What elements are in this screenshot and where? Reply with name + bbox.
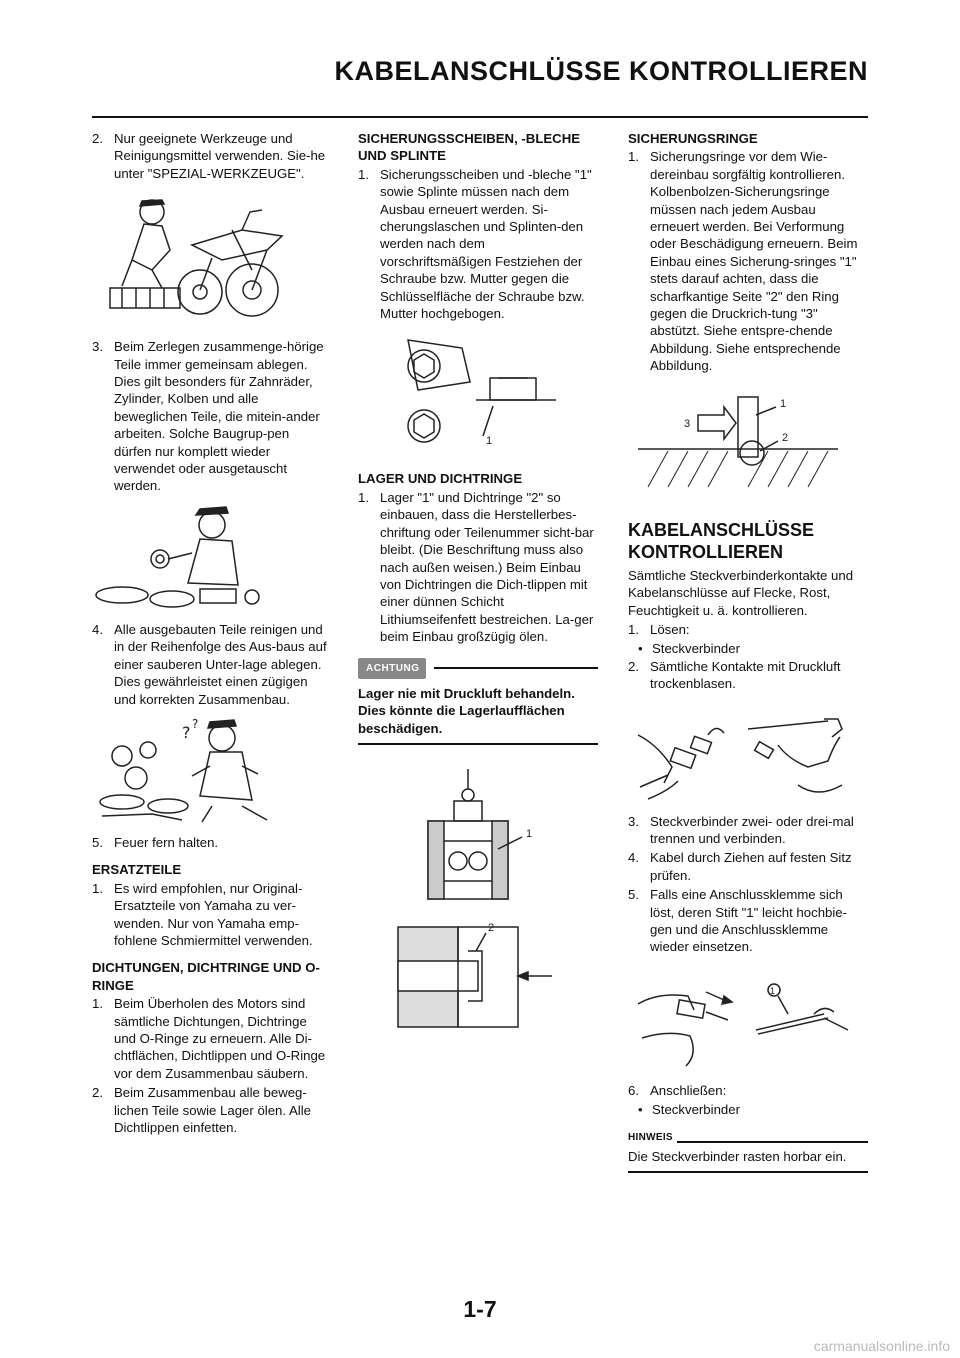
figure-label: 1 <box>770 985 776 996</box>
caution-text: Lager nie mit Druckluft behandeln. Dies könnte die Lagerlaufflächen beschädigen. <box>358 685 575 736</box>
section-heading-sicherungsringe: SICHERUNGSRINGE <box>628 131 758 146</box>
section-heading-lager: LAGER UND DICHTRINGE <box>358 471 523 487</box>
item-text: Beim Zusammenbau alle beweg-lichen Teile sowie Lager ölen. Alle Dichtlippen einfetten. <box>114 1085 311 1135</box>
bullet-item <box>638 1101 868 1118</box>
item-number: 1. <box>358 489 369 505</box>
intro-paragraph: Sämtliche Steckverbinderkontakte und Kabelanschlüsse auf Flecke, Rost, Feuchtigkeit u. ä. kontrollieren. <box>628 567 854 618</box>
caution-badge: ACHTUNG <box>358 658 426 679</box>
list-item <box>358 166 598 323</box>
item-number: 1. <box>92 996 103 1012</box>
item-text: Feuer fern halten. <box>114 834 219 850</box>
item-number: 5. <box>628 887 639 903</box>
item-number: 5. <box>92 834 103 850</box>
list-item <box>628 1082 868 1099</box>
item-text: Sicherungsringe vor dem Wie-dereinbau sorgfältig kontrollieren. Kolbenbolzen-Sicherungsringe müssen nach jedem Ausbau erneuert werden. Bei Verformung oder Beschädigung erneuern. Beim Einbau eines Sicherung-sringes "1" stets darauf achten, dass die scharfkantige Seite "2" den Ring gegen die Druckrich-tung "3" abstützt. Siehe entspre-chende Abbildung. Siehe entsprechende Abbildung. <box>650 149 858 374</box>
bullet-text: Steckverbinder <box>652 641 740 657</box>
item-number: 3. <box>628 813 639 829</box>
section-heading-ersatzteile: ERSATZTEILE <box>92 862 182 878</box>
item-text: Sicherungsscheiben und -bleche "1" sowie Splinte müssen nach dem Ausbau erneuert werden. Si-cherungslaschen und Splinten-den werden nach dem vorschriftsmäßigen Festziehen der Schraube bzw. Mutter gegen die Schlüsselfläche der Schraube bzw. Mutter hochgebogen. <box>380 166 592 322</box>
item-text: Sämtliche Kontakte mit Druckluft trockenblasen. <box>650 658 841 692</box>
item-text: Falls eine Anschlussklemme sich löst, deren Stift "1" leicht hochbie-gen und die Anschlussklemme wieder einsetzen. <box>650 887 848 955</box>
figure-label: 1 <box>780 397 787 410</box>
item-text: Es wird empfohlen, nur Original-Ersatzteile von Yamaha zu ver-wenden. Nur von Yamaha emp-fohlene Schmiermittel verwenden. <box>114 880 313 948</box>
item-number: 1. <box>628 149 639 165</box>
item-text: Steckverbinder zwei- oder drei-mal trennen und verbinden. <box>650 813 854 846</box>
mechanic-parts-illustration <box>92 503 292 613</box>
header-rule <box>92 116 868 118</box>
figure-label: 2 <box>488 922 495 935</box>
figure-label: 2 <box>782 431 789 444</box>
note-header <box>628 1129 868 1146</box>
item-text: Anschließen: <box>650 1082 727 1098</box>
terminal-pin-illustration <box>628 974 858 1074</box>
item-text: Lager "1" und Dichtringe "2" so einbauen, dass die Herstellerbes-chriftung oder Teilenummer sicht-bar bleibt. (Die Beschriftung muss also nach außen weisen.) Beim Einbau von Dichtringen die Dich-tlippen mit einer dünnen Schicht Lithiumseifenfett bestreichen. La-ger beim Einbau großzügig ölen. <box>380 489 594 645</box>
list-item <box>92 834 330 851</box>
section-heading-sicherungsscheiben: SICHERUNGSSCHEIBEN, -BLECHE UND SPLINTE <box>358 131 581 164</box>
bullet-icon: • <box>638 641 643 657</box>
confused-mechanic-illustration <box>92 716 292 826</box>
caution-rule <box>434 667 599 669</box>
figure-label: 1 <box>526 828 533 841</box>
note-text: Die Steckverbinder rasten horbar ein. <box>628 1149 847 1164</box>
note-rule <box>677 1141 868 1143</box>
column-1 <box>92 130 330 1138</box>
item-text: Alle ausgebauten Teile reinigen und in der Reihenfolge des Aus-baus auf einer sauberen Unter-lage ablegen. Dies gewährleistet einen zügigen und korrekten Zusammenbau. <box>114 621 327 707</box>
item-number: 3. <box>92 339 103 355</box>
item-text: Beim Zerlegen zusammenge-hörige Teile immer gemeinsam ablegen. Dies gilt besonders für Zahnräder, Zylinder, Kolben und alle beweglichen Teile, die mitein-ander arbeiten. Solche Baugrup-pen dürfen nur komplett wieder verwendet oder ausgetauscht werden. <box>114 339 324 494</box>
page-number: 1-7 <box>463 1296 497 1322</box>
bullet-text: Steckverbinder <box>652 1102 740 1118</box>
list-item <box>92 621 330 708</box>
list-item <box>92 130 330 182</box>
mechanic-motorcycle-illustration <box>92 190 312 330</box>
figure-label: 1 <box>486 435 493 448</box>
item-number: 1. <box>628 621 639 637</box>
item-text: Beim Überholen des Motors sind sämtliche Dichtungen, Dichtringe und O-Ringe zu erneuern. Alle Di-chtflächen, Dichtlippen und O-Ringe vor dem Zusammenbau säubern. <box>114 996 326 1081</box>
item-number: 2. <box>92 1085 103 1101</box>
page-title: KABELANSCHLÜSSE KONTROLLIEREN <box>334 56 868 86</box>
bullet-icon: • <box>638 1102 643 1118</box>
item-number: 4. <box>92 621 103 637</box>
list-item <box>628 886 868 956</box>
bearing-seal-diagram <box>358 759 578 1059</box>
lock-washer-diagram <box>358 330 558 460</box>
figure-label: 3 <box>684 417 691 430</box>
list-item <box>92 880 330 950</box>
section-heading-dichtungen: DICHTUNGEN, DICHTRINGE UND O-RINGE <box>92 960 320 993</box>
connector-airblow-illustration <box>628 715 858 805</box>
item-number: 1. <box>92 880 103 896</box>
list-item <box>92 995 330 1082</box>
note-label: HINWEIS <box>628 1131 673 1143</box>
item-number: 6. <box>628 1082 639 1098</box>
list-item <box>358 489 598 646</box>
item-number: 4. <box>628 850 639 866</box>
item-text: Kabel durch Ziehen auf festen Sitz prüfen. <box>650 850 852 883</box>
item-number: 2. <box>628 658 639 674</box>
list-item <box>628 621 868 638</box>
column-2 <box>358 130 598 1067</box>
caution-header <box>358 658 598 679</box>
list-item <box>92 1084 330 1136</box>
svg-text:?: ? <box>182 722 191 742</box>
list-item <box>628 813 868 848</box>
column-3 <box>628 130 868 1173</box>
item-number: 2. <box>92 131 103 146</box>
item-text: Nur geeignete Werkzeuge und Reinigungsmittel verwenden. Sie-he unter "SPEZIAL-WERKZEUGE". <box>114 131 326 181</box>
section-heading-kabelanschluesse: KABELANSCHLÜSSE KONTROLLIEREN <box>628 519 815 562</box>
list-item <box>628 148 868 374</box>
watermark: carmanualsonline.info <box>813 1338 950 1354</box>
item-text: Lösen: <box>650 621 690 637</box>
list-item <box>628 849 868 884</box>
circlip-diagram <box>628 389 848 499</box>
svg-text:?: ? <box>192 716 199 731</box>
list-item <box>92 338 330 495</box>
item-number: 1. <box>358 166 369 182</box>
caution-end-rule <box>358 743 598 745</box>
note-end-rule <box>628 1171 868 1173</box>
list-item <box>628 658 868 693</box>
bullet-item <box>638 640 868 657</box>
